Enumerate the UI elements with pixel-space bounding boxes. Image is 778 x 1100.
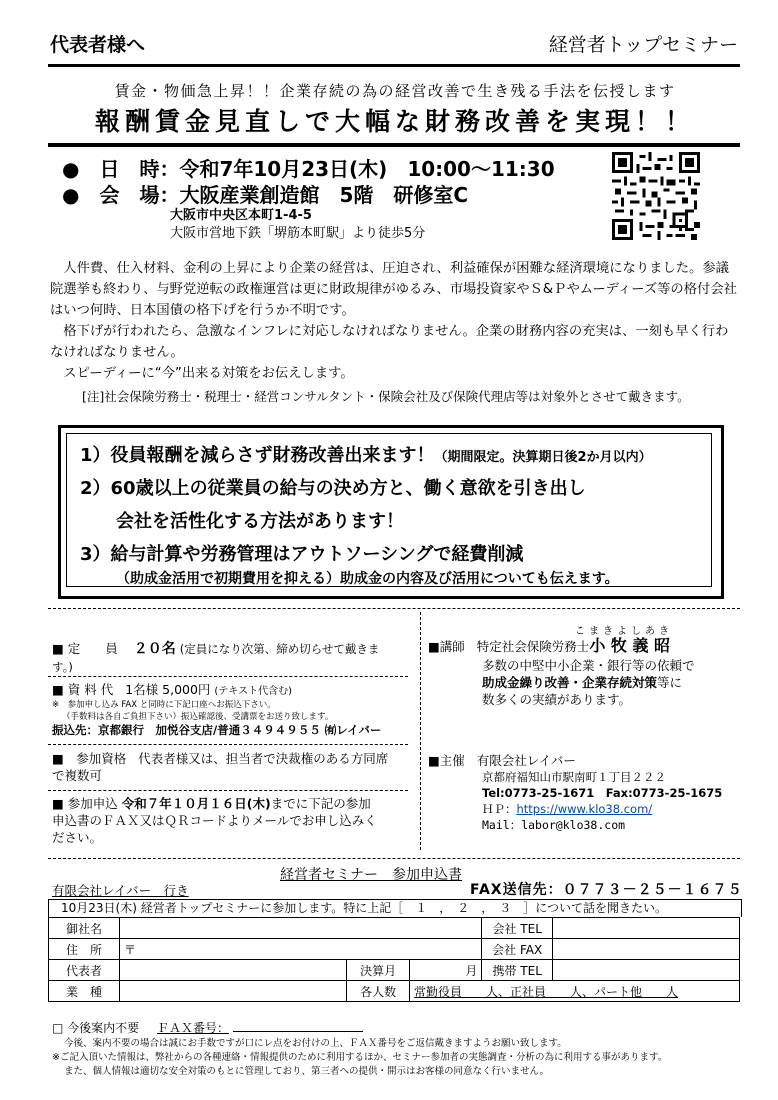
intro-paragraph-1: 人件費、仕入材料、金利の上昇により企業の経営は、圧迫され、利益確保が困難な経済環境になりました。参議院選挙も終わり、与野党逆転の政権運営は更に財政規律がゆるみ、市場投資家やＳ&Ｐやムーディーズ等の格付会社はいつ何時、日本国債の格下げを行うか不明です。 — [50, 261, 737, 318]
representative-field[interactable] — [119, 960, 346, 981]
industry-field[interactable] — [119, 981, 346, 1002]
address-field[interactable] — [119, 939, 481, 960]
lecturer-desc-suffix: 等に — [657, 675, 683, 690]
lecturer-desc-2 — [482, 674, 682, 691]
fiscal-field[interactable] — [410, 960, 482, 981]
fee-divider — [48, 744, 408, 745]
section-divider — [48, 608, 740, 609]
opt-out-fax-field[interactable] — [233, 1031, 363, 1032]
fee-instruction-1: ※ 参加申し込み FAX と同時に下記口座へお振込下さい。 — [52, 700, 276, 710]
host-hp — [482, 801, 652, 818]
application — [52, 795, 382, 846]
form-recipient: 有限会社レイバー 行き — [52, 883, 189, 898]
lecturer-ruby: こまきよしあき — [575, 626, 673, 637]
capacity — [52, 640, 392, 676]
fee-value: 1名様 5,000円 — [125, 682, 211, 697]
lecturer-name: 小 牧 義 昭 — [589, 636, 671, 655]
opt-out-checkbox[interactable]: □ 今後案内不要 — [52, 1021, 140, 1035]
point-3-continued: （助成金活用で初期費用を抑える）助成金の内容及び活用についても伝えます。 — [116, 571, 619, 587]
host-name: 有限会社レイバー — [476, 753, 576, 768]
hp-link[interactable]: https://www.klo38.com/ — [516, 802, 653, 816]
headcount-label: 各人数 — [347, 981, 410, 1002]
host-label: ■主催 — [428, 753, 465, 768]
subtitle: 賃金・物価急上昇！！企業存続の為の経営改善で生き残る手法を伝授します — [114, 82, 676, 100]
intro-paragraph-3: スピーディーに“今”出来る対策をお伝えします。 — [50, 366, 354, 381]
date-value: 令和7年10月23日(木) 10:00〜11:30 — [179, 157, 555, 181]
application-instructions: までに下記の参加申込書のＦＡＸ又はＱＲコードよりメールでお申し込みください。 — [52, 796, 377, 845]
company-fax-field[interactable] — [552, 939, 739, 960]
postal-mark: 〒 — [123, 942, 136, 957]
qualification-divider — [48, 790, 408, 791]
capacity-divider — [48, 676, 408, 677]
intro-text — [50, 258, 740, 384]
point-1-note: （期間限定。決算期日後2か月以内） — [434, 450, 652, 465]
venue-address: 大阪市中央区本町1-4-5 — [170, 208, 312, 223]
tel-field[interactable] — [552, 918, 739, 939]
mobile-field[interactable] — [552, 960, 739, 981]
footer-line-2: ※ご記入頂いた情報は、弊社からの各種連絡・情報提供のために利用するほか、セミナー参加者の実態調査・分析の為に利用する事があります。 — [52, 1052, 668, 1063]
hp-label: ＨＰ： — [482, 802, 517, 816]
qualification-value: 代表者様又は、担当者で決裁権のある方同席で複数可 — [52, 751, 389, 783]
address-label: 住 所 — [49, 939, 120, 960]
host — [428, 752, 576, 769]
date-label: ● 日 時： — [62, 157, 180, 181]
application-label: ■ 参加申込 — [52, 796, 118, 811]
qualification — [52, 750, 392, 784]
month-unit: 月 — [465, 963, 478, 978]
representative-label: 代表者 — [49, 960, 120, 981]
form-title: 経営者セミナー 参加申込書 — [280, 867, 462, 883]
venue-value: 大阪産業創造館 5階 研修室C — [179, 183, 469, 207]
capacity-label: ■ 定 員 — [52, 641, 118, 656]
lecturer-label: ■講師 — [428, 639, 465, 654]
host-address: 京都府福知山市駅南町１丁目２２２ — [482, 770, 666, 784]
company-fax-label: 会社 FAX — [482, 939, 553, 960]
lecturer-specialty: 助成金繰り改善・企業存続対策 — [482, 675, 658, 690]
form-divider — [48, 858, 740, 859]
qualification-label: ■ 参加資格 — [52, 751, 127, 766]
application-deadline: 令和７年１０月１６日(木) — [121, 796, 271, 811]
fee — [52, 681, 292, 700]
fee-note: (テキスト代含む) — [214, 686, 293, 697]
footer-line-3: また、個人情報は適切な安全対策のもとに管理しており、第三者への提供・開示はお客様の同意なく行いません。 — [64, 1066, 550, 1077]
venue-label: ● 会 場： — [62, 183, 180, 207]
intro-paragraph-2: 格下げが行われたら、急激なインフレに対応しなければなりません。企業の財務内容の充実は、一刻も早く行わなければなりません。 — [50, 324, 729, 360]
title-rule — [48, 143, 740, 147]
bank-account: 振込先：京都銀行 加悦谷支店/普通３４９４９５５ ㈲レイバー — [52, 723, 382, 737]
lecturer-desc-1: 多数の中堅中小企業・銀行等の依頼で — [482, 658, 695, 673]
point-2: 2）60歳以上の従業員の給与の決め方と、働く意欲を引き出し — [80, 478, 586, 499]
point-2-continued: 会社を活性化する方法があります！ — [116, 511, 404, 532]
form-fax-number: FAX送信先：０７７３－２５－１６７５ — [470, 882, 743, 898]
application-form-table — [48, 917, 740, 1002]
capacity-value: ２０名 — [133, 641, 176, 657]
point-1-text: 1）役員報酬を減らさず財務改善出来ます！ — [80, 445, 435, 466]
page-title: 報酬賃金見直しで大幅な財務改善を実現！！ — [94, 107, 695, 136]
company-label: 御社名 — [49, 918, 120, 939]
industry-label: 業 種 — [49, 981, 120, 1002]
headcount-field[interactable]: 常勤役員 人、正社員 人、パート他 人 — [410, 981, 740, 1002]
lecturer — [428, 637, 670, 655]
lecturer-desc-3: 数多くの実績があります。 — [482, 692, 632, 707]
fiscal-label: 決算月 — [347, 960, 410, 981]
lecturer-title: 特定社会保険労務士 — [476, 639, 590, 654]
event-date — [62, 153, 555, 182]
seminar-name: 経営者トップセミナー — [548, 34, 738, 56]
qr-code-icon[interactable] — [612, 152, 700, 240]
opt-out-row — [52, 1019, 363, 1036]
capacity-note: (定員になり次第、締め切らせて戴きます。) — [52, 642, 380, 674]
eligibility-note: [注]社会保険労務士・税理士・経営コンサルタント・保険会社及び保険代理店等は対象外とさせて戴きます。 — [82, 389, 690, 404]
footer-line-1: 今後、案内不要の場合は誠にお手数ですが口にレ点をお付けの上、ＦＡＸ番号をご返信戴きますようお願い致します。 — [64, 1038, 567, 1049]
mobile-label: 携帯 TEL — [482, 960, 553, 981]
company-field[interactable] — [119, 918, 481, 939]
point-1 — [80, 441, 652, 467]
point-3: 3）給与計算や労務管理はアウトソーシングで経費削減 — [80, 544, 524, 565]
column-divider — [420, 612, 421, 850]
form-statement: 10月23日(木) 経営者トップセミナーに参加します。特に上記［ １ ， ２ ， ３ ］について話を聞きたい。 — [48, 899, 742, 917]
venue-access: 大阪市営地下鉄「堺筋本町駅」より徒歩5分 — [170, 226, 426, 241]
tel-label: 会社 TEL — [482, 918, 553, 939]
host-tel-fax: Tel:0773-25-1671 Fax:0773-25-1675 — [482, 786, 723, 800]
opt-out-fax-label: ＦＡＸ番号： — [156, 1021, 229, 1035]
fee-instruction-2: （手数料は各自ご負担下さい）振込確認後、受講票をお送り致します。 — [62, 712, 334, 722]
addressee-heading: 代表者様へ — [50, 34, 146, 56]
host-mail: Mail：labor@klo38.com — [482, 818, 626, 832]
fee-label: ■ 資 料 代 — [52, 682, 114, 697]
header-rule — [48, 64, 740, 67]
